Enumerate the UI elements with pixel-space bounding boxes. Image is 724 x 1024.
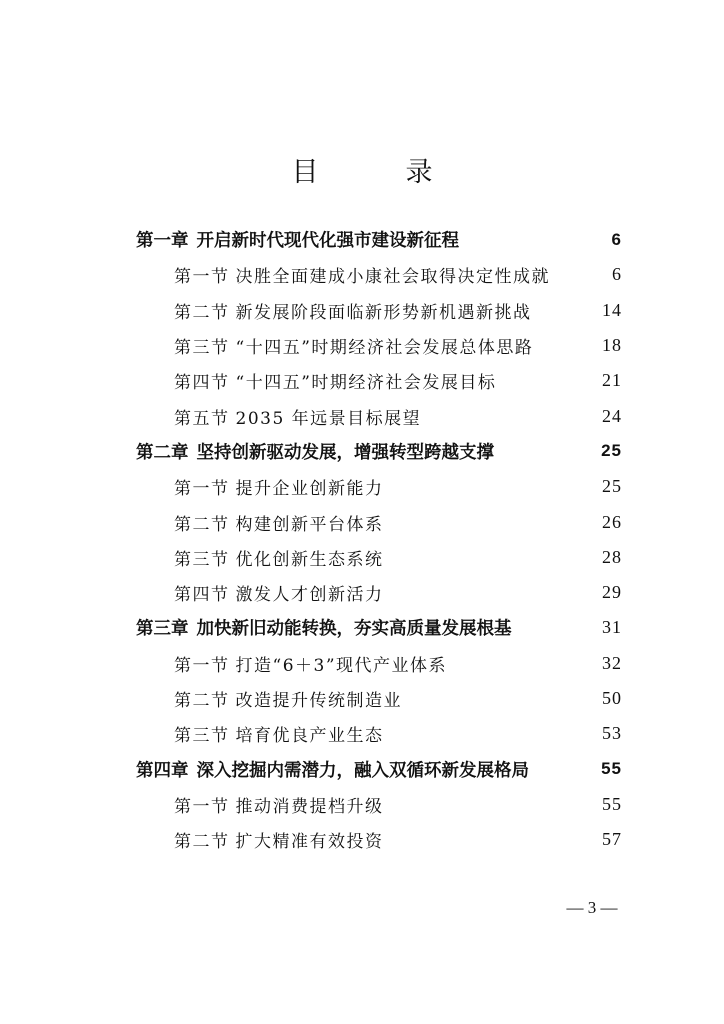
toc-section-row bbox=[136, 646, 622, 681]
toc-entry-label bbox=[174, 827, 384, 852]
toc-entry-label bbox=[174, 474, 384, 499]
section-title: 提升企业创新能力 bbox=[235, 479, 384, 500]
toc-section-row bbox=[136, 822, 622, 857]
toc-entry-label bbox=[174, 510, 384, 535]
section-number: 第三节 bbox=[174, 726, 230, 747]
toc-page-number: 14 bbox=[602, 299, 622, 320]
toc-section-row bbox=[136, 469, 622, 504]
toc-entry-label bbox=[174, 792, 384, 817]
section-number: 第二节 bbox=[174, 302, 230, 323]
section-number: 第一节 bbox=[174, 479, 230, 500]
section-title: 构建创新平台体系 bbox=[235, 514, 384, 535]
toc-page-number: 25 bbox=[602, 476, 622, 497]
toc-page-number: 32 bbox=[602, 652, 622, 673]
chapter-title: 坚持创新驱动发展，增强转型跨越支撑 bbox=[196, 442, 494, 463]
section-number: 第五节 bbox=[174, 408, 230, 429]
chapter-number: 第三章 bbox=[136, 619, 189, 640]
toc-chapter-row bbox=[136, 222, 622, 257]
section-title: 决胜全面建成小康社会取得决定性成就 bbox=[235, 267, 550, 288]
toc-chapter-row bbox=[136, 610, 622, 645]
toc-entry-label bbox=[174, 262, 550, 287]
toc-entry-label bbox=[136, 757, 529, 782]
toc-section-row bbox=[136, 575, 622, 610]
chapter-title: 深入挖掘内需潜力，融入双循环新发展格局 bbox=[196, 760, 529, 781]
chapter-number: 第四章 bbox=[136, 760, 189, 781]
section-number: 第二节 bbox=[174, 691, 230, 711]
chapter-number: 第一章 bbox=[136, 231, 189, 252]
section-title: 激发人才创新活力 bbox=[235, 585, 384, 606]
toc-entry-label bbox=[174, 651, 447, 676]
toc-section-row bbox=[136, 363, 622, 398]
chapter-title: 加快新旧动能转换，夯实高质量发展根基 bbox=[196, 619, 512, 640]
toc-page-number: 29 bbox=[602, 582, 622, 603]
section-number: 第二节 bbox=[174, 832, 230, 853]
toc-page-number: 18 bbox=[602, 335, 622, 356]
toc-section-row bbox=[136, 540, 622, 575]
section-title: 培育优良产业生态 bbox=[235, 726, 384, 747]
section-title: 新发展阶段面临新形势新机遇新挑战 bbox=[235, 302, 532, 323]
toc-section-row bbox=[136, 716, 622, 751]
section-number: 第四节 bbox=[174, 373, 230, 394]
section-title: 扩大精准有效投资 bbox=[235, 832, 384, 853]
page-title: 目 录 bbox=[291, 157, 463, 188]
toc-section-row bbox=[136, 787, 622, 822]
section-number: 第四节 bbox=[174, 585, 230, 606]
toc-entry-label bbox=[174, 686, 402, 711]
toc-page-number: 53 bbox=[602, 723, 622, 744]
section-number: 第三节 bbox=[174, 338, 230, 359]
page-number: — 3 — bbox=[566, 898, 618, 917]
toc-page-number: 28 bbox=[602, 546, 622, 567]
toc-page-number: 6 bbox=[611, 229, 622, 249]
toc-page-number: 26 bbox=[602, 511, 622, 532]
toc-page-number: 55 bbox=[602, 793, 622, 814]
section-number: 第一节 bbox=[174, 655, 230, 676]
toc-section-row bbox=[136, 681, 622, 716]
toc-entry-label bbox=[174, 580, 384, 605]
toc-page-number: 24 bbox=[602, 405, 622, 426]
chapter-title: 开启新时代现代化强市建设新征程 bbox=[196, 231, 459, 252]
toc-chapter-row bbox=[136, 751, 622, 786]
toc-page-number: 31 bbox=[602, 617, 622, 638]
toc-section-row bbox=[136, 293, 622, 328]
section-number: 第一节 bbox=[174, 267, 230, 288]
toc-section-row bbox=[136, 504, 622, 539]
toc-entry-label bbox=[174, 721, 384, 746]
section-number: 第三节 bbox=[174, 549, 230, 570]
toc-page-number: 55 bbox=[601, 759, 622, 779]
section-title: 2035 年远景目标展望 bbox=[235, 408, 422, 429]
toc-entry-label bbox=[174, 298, 532, 323]
toc-entry-label bbox=[136, 615, 512, 640]
toc-page-number: 57 bbox=[602, 829, 622, 850]
toc-entry-label bbox=[174, 368, 496, 393]
toc-chapter-row bbox=[136, 434, 622, 469]
toc-section-row bbox=[136, 328, 622, 363]
toc-entry-label bbox=[174, 404, 421, 429]
table-of-contents bbox=[136, 222, 622, 857]
section-title: “十四五”时期经济社会发展总体思路 bbox=[235, 338, 534, 359]
toc-entry-label bbox=[174, 545, 384, 570]
section-number: 第一节 bbox=[174, 796, 230, 817]
toc-entry-label bbox=[136, 227, 459, 252]
toc-page-number: 50 bbox=[602, 688, 622, 708]
section-number: 第二节 bbox=[174, 514, 230, 535]
toc-page-number: 6 bbox=[612, 264, 622, 285]
section-title: 优化创新生态系统 bbox=[235, 549, 384, 570]
toc-page-number: 21 bbox=[602, 370, 622, 391]
section-title: “十四五”时期经济社会发展目标 bbox=[235, 373, 497, 394]
toc-page-number: 25 bbox=[601, 441, 622, 461]
chapter-number: 第二章 bbox=[136, 442, 189, 463]
toc-section-row bbox=[136, 257, 622, 292]
section-title: 打造“6＋3”现代产业体系 bbox=[235, 655, 448, 676]
toc-entry-label bbox=[174, 333, 533, 358]
section-title: 改造提升传统制造业 bbox=[235, 691, 402, 711]
toc-section-row bbox=[136, 398, 622, 433]
toc-entry-label bbox=[136, 439, 494, 464]
section-title: 推动消费提档升级 bbox=[235, 796, 384, 817]
